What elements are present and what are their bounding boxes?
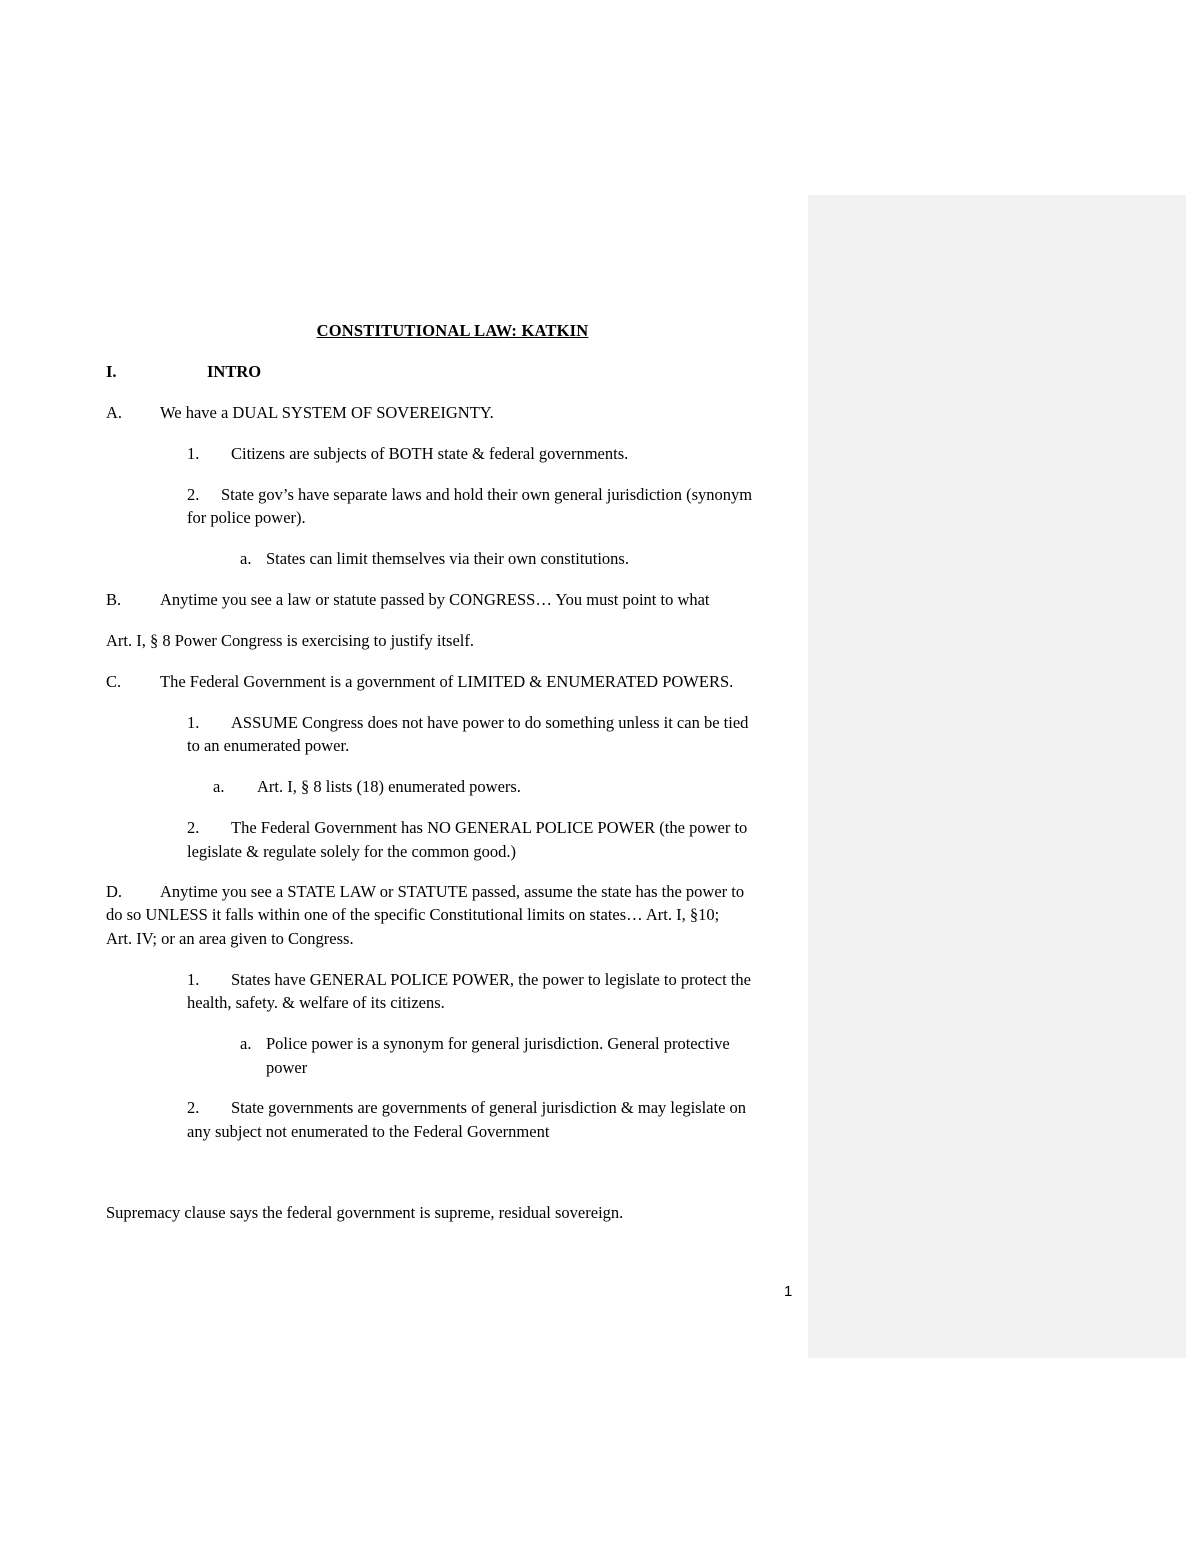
outline-text: States have GENERAL POLICE POWER, the power to legislate to protect the [231, 970, 751, 989]
outline-label-b: B. [106, 590, 122, 609]
comment-pane [808, 195, 1186, 1358]
outline-text: any subject not enumerated to the Federal Government [187, 1122, 550, 1141]
outline-text-b: Anytime you see a law or statute passed by CONGRESS… You must point to what [160, 590, 710, 609]
outline-text: Art. I, § 8 lists (18) enumerated powers. [257, 777, 521, 796]
outline-text: State governments are governments of general jurisdiction & may legislate on [231, 1098, 747, 1117]
outline-text-c: The Federal Government is a government of LIMITED & ENUMERATED POWERS. [160, 672, 734, 691]
outline-text: Police power is a synonym for general jurisdiction. General protective [266, 1034, 730, 1053]
outline-text: State gov’s have separate laws and hold their own general jurisdiction (synonym [221, 485, 753, 504]
outline-text: to an enumerated power. [187, 736, 350, 755]
outline-text: for police power). [187, 508, 306, 527]
outline-text: health, safety. & welfare of its citizens. [187, 993, 445, 1012]
document-title: CONSTITUTIONAL LAW: KATKIN [316, 321, 589, 340]
supremacy-paragraph: Supremacy clause says the federal government is supreme, residual sovereign. [106, 1203, 624, 1222]
outline-label-c: C. [106, 672, 122, 691]
outline-num: 1. [187, 970, 200, 989]
outline-text: do so UNLESS it falls within one of the specific Constitutional limits on states… Art. I, §10; [106, 905, 720, 924]
outline-num: 1. [187, 713, 200, 732]
outline-text: power [266, 1058, 308, 1077]
outline-num: a. [213, 777, 225, 796]
outline-label-d: D. [106, 882, 123, 901]
section-heading: INTRO [207, 362, 262, 381]
outline-num: 2. [187, 818, 200, 837]
outline-text-a: We have a DUAL SYSTEM OF SOVEREIGNTY. [160, 403, 494, 422]
outline-text-d: Anytime you see a STATE LAW or STATUTE passed, assume the state has the power to [160, 882, 745, 901]
outline-num: a. [240, 549, 252, 568]
outline-text: ASSUME Congress does not have power to do something unless it can be tied [231, 713, 749, 732]
outline-num: 2. [187, 1098, 200, 1117]
outline-text: Citizens are subjects of BOTH state & federal governments. [231, 444, 629, 463]
page-number: 1 [784, 1283, 793, 1300]
outline-num: a. [240, 1034, 252, 1053]
section-number: I. [106, 362, 117, 381]
outline-text: Art. IV; or an area given to Congress. [106, 929, 354, 948]
outline-text: States can limit themselves via their own constitutions. [266, 549, 629, 568]
outline-num: 1. [187, 444, 200, 463]
outline-label-a: A. [106, 403, 123, 422]
outline-text: The Federal Government has NO GENERAL POLICE POWER (the power to [231, 818, 748, 837]
outline-text: legislate & regulate solely for the common good.) [187, 842, 516, 861]
outline-text: Art. I, § 8 Power Congress is exercising to justify itself. [106, 631, 474, 650]
outline-num: 2. [187, 485, 200, 504]
